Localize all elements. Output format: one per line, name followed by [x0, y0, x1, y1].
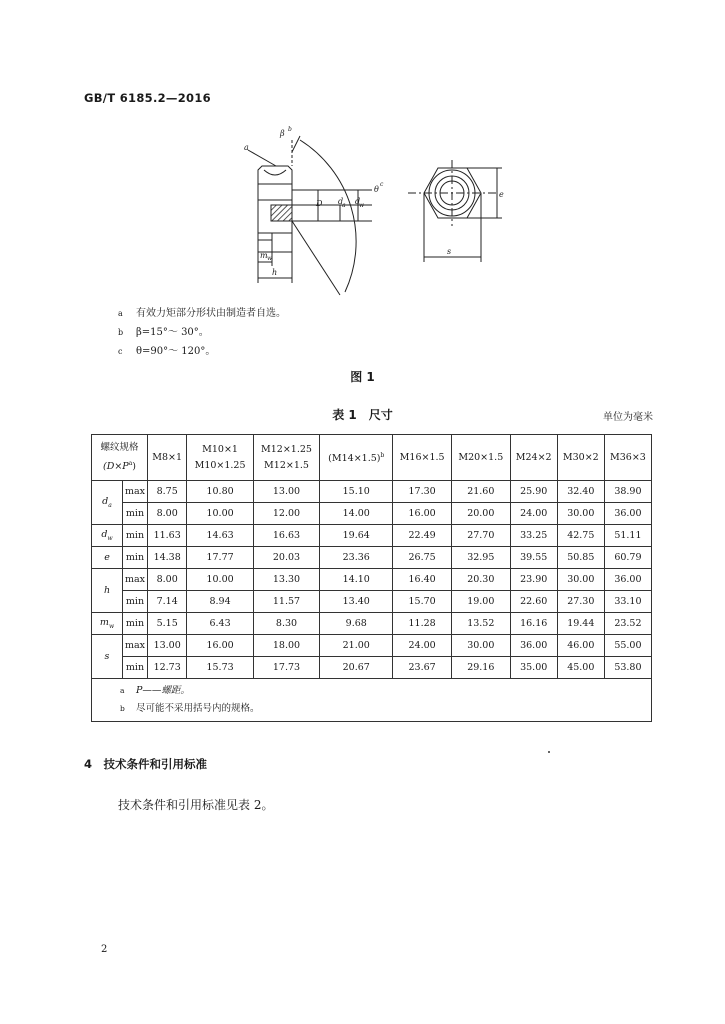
limit-cell: min	[123, 547, 148, 569]
value-cell: 14.38	[148, 547, 187, 569]
value-cell: 20.30	[451, 569, 510, 591]
value-cell: 32.95	[451, 547, 510, 569]
symbol-cell: h	[92, 569, 123, 613]
size-header: M12×1.25 M12×1.5	[253, 435, 319, 481]
symbol-cell: $d_w$	[92, 525, 123, 547]
label-s: s	[447, 247, 452, 256]
spec-header-cell: 螺纹规格 $(D\times P^a)$	[92, 435, 148, 481]
table-header-row	[92, 435, 652, 481]
table-footnotes: a P——螺距。 b 尽可能不采用括号内的规格。	[92, 679, 652, 722]
value-cell: 17.77	[187, 547, 253, 569]
value-cell: 33.10	[604, 591, 651, 613]
table-row	[92, 591, 652, 613]
value-cell: 13.00	[148, 635, 187, 657]
table-row	[92, 613, 652, 635]
value-cell: 26.75	[393, 547, 452, 569]
limit-cell: min	[123, 525, 148, 547]
limit-cell: max	[123, 569, 148, 591]
value-cell: 14.10	[320, 569, 393, 591]
value-cell: 19.00	[451, 591, 510, 613]
value-cell: 53.80	[604, 657, 651, 679]
value-cell: 35.00	[510, 657, 557, 679]
limit-cell: min	[123, 613, 148, 635]
value-cell: 15.73	[187, 657, 253, 679]
value-cell: 29.16	[451, 657, 510, 679]
label-c: c	[380, 181, 384, 188]
value-cell: 19.44	[557, 613, 604, 635]
label-theta: θ	[374, 185, 379, 194]
value-cell: 22.49	[393, 525, 452, 547]
value-cell: 11.28	[393, 613, 452, 635]
value-cell: 60.79	[604, 547, 651, 569]
value-cell: 10.00	[187, 569, 253, 591]
symbol-cell: $m_w$	[92, 613, 123, 635]
size-header: $(M14\times 1.5)^b$	[320, 435, 393, 481]
value-cell: 36.00	[604, 569, 651, 591]
value-cell: 11.63	[148, 525, 187, 547]
value-cell: 14.00	[320, 503, 393, 525]
value-cell: 19.64	[320, 525, 393, 547]
table-row	[92, 503, 652, 525]
label-h: h	[272, 268, 278, 277]
limit-cell: min	[123, 503, 148, 525]
limit-cell: max	[123, 481, 148, 503]
page-number: 2	[101, 944, 108, 955]
label-e: e	[499, 190, 504, 199]
value-cell: 10.80	[187, 481, 253, 503]
value-cell: 51.11	[604, 525, 651, 547]
value-cell: 13.52	[451, 613, 510, 635]
value-cell: 10.00	[187, 503, 253, 525]
label-dw: d	[355, 197, 361, 206]
label-da: d	[338, 197, 344, 206]
value-cell: 23.90	[510, 569, 557, 591]
value-cell: 27.30	[557, 591, 604, 613]
value-cell: 15.10	[320, 481, 393, 503]
label-da-sub: a	[342, 202, 346, 209]
value-cell: 13.00	[253, 481, 319, 503]
value-cell: 27.70	[451, 525, 510, 547]
value-cell: 8.75	[148, 481, 187, 503]
value-cell: 8.30	[253, 613, 319, 635]
label-mw-sub: w	[267, 255, 273, 262]
size-header: M16×1.5	[393, 435, 452, 481]
value-cell: 16.63	[253, 525, 319, 547]
value-cell: 21.60	[451, 481, 510, 503]
size-header: M24×2	[510, 435, 557, 481]
value-cell: 16.40	[393, 569, 452, 591]
value-cell: 36.00	[604, 503, 651, 525]
label-mw: m	[260, 251, 268, 260]
symbol-cell: $d_a$	[92, 481, 123, 525]
value-cell: 30.00	[451, 635, 510, 657]
size-header: M10×1 M10×1.25	[187, 435, 253, 481]
value-cell: 13.30	[253, 569, 319, 591]
note-item: a 有效力矩部分形状由制造者自选。	[118, 308, 286, 319]
value-cell: 23.52	[604, 613, 651, 635]
note-item: b β=15°～ 30°。	[118, 327, 209, 338]
value-cell: 16.00	[393, 503, 452, 525]
value-cell: 24.00	[510, 503, 557, 525]
limit-cell: max	[123, 635, 148, 657]
value-cell: 9.68	[320, 613, 393, 635]
table-title: 表 1 尺寸	[332, 408, 393, 422]
value-cell: 17.73	[253, 657, 319, 679]
value-cell: 21.00	[320, 635, 393, 657]
value-cell: 38.90	[604, 481, 651, 503]
figure-notes	[118, 304, 286, 361]
value-cell: 39.55	[510, 547, 557, 569]
limit-cell: min	[123, 591, 148, 613]
size-header: M20×1.5	[451, 435, 510, 481]
value-cell: 20.00	[451, 503, 510, 525]
value-cell: 50.85	[557, 547, 604, 569]
value-cell: 45.00	[557, 657, 604, 679]
value-cell: 20.03	[253, 547, 319, 569]
table-row	[92, 569, 652, 591]
symbol-cell: s	[92, 635, 123, 679]
label-b: b	[288, 126, 292, 133]
value-cell: 33.25	[510, 525, 557, 547]
table-row	[92, 525, 652, 547]
scan-speck	[548, 751, 550, 753]
footnote-row	[92, 679, 652, 722]
label-a: a	[244, 143, 249, 152]
value-cell: 15.70	[393, 591, 452, 613]
value-cell: 55.00	[604, 635, 651, 657]
symbol-cell: e	[92, 547, 123, 569]
value-cell: 30.00	[557, 503, 604, 525]
value-cell: 5.15	[148, 613, 187, 635]
value-cell: 8.94	[187, 591, 253, 613]
nut-figure	[0, 0, 725, 300]
value-cell: 32.40	[557, 481, 604, 503]
nut-side-view	[248, 136, 372, 295]
value-cell: 11.57	[253, 591, 319, 613]
value-cell: 12.00	[253, 503, 319, 525]
table-row	[92, 481, 652, 503]
value-cell: 12.73	[148, 657, 187, 679]
note-item: c θ=90°～ 120°。	[118, 346, 216, 357]
value-cell: 17.30	[393, 481, 452, 503]
value-cell: 16.00	[187, 635, 253, 657]
value-cell: 8.00	[148, 503, 187, 525]
section-body: 技术条件和引用标准见表 2。	[118, 798, 274, 812]
value-cell: 7.14	[148, 591, 187, 613]
section-heading: 4 技术条件和引用标准	[84, 757, 208, 771]
value-cell: 36.00	[510, 635, 557, 657]
table-row	[92, 657, 652, 679]
value-cell: 23.67	[393, 657, 452, 679]
nut-end-view	[408, 160, 502, 262]
value-cell: 6.43	[187, 613, 253, 635]
size-header: M36×3	[604, 435, 651, 481]
table-row	[92, 547, 652, 569]
label-beta: β	[280, 129, 285, 138]
label-D: D	[316, 199, 323, 208]
figure-caption: 图 1	[350, 370, 375, 384]
standard-code: GB/T 6185.2—2016	[84, 91, 211, 105]
dimensions-table	[91, 434, 652, 722]
value-cell: 20.67	[320, 657, 393, 679]
value-cell: 22.60	[510, 591, 557, 613]
value-cell: 16.16	[510, 613, 557, 635]
value-cell: 24.00	[393, 635, 452, 657]
value-cell: 25.90	[510, 481, 557, 503]
value-cell: 30.00	[557, 569, 604, 591]
value-cell: 13.40	[320, 591, 393, 613]
value-cell: 8.00	[148, 569, 187, 591]
table-row	[92, 635, 652, 657]
value-cell: 23.36	[320, 547, 393, 569]
value-cell: 46.00	[557, 635, 604, 657]
size-header: M8×1	[148, 435, 187, 481]
value-cell: 14.63	[187, 525, 253, 547]
size-header: M30×2	[557, 435, 604, 481]
value-cell: 42.75	[557, 525, 604, 547]
label-dw-sub: w	[359, 202, 365, 209]
value-cell: 18.00	[253, 635, 319, 657]
limit-cell: min	[123, 657, 148, 679]
table-unit: 单位为毫米	[603, 412, 653, 423]
